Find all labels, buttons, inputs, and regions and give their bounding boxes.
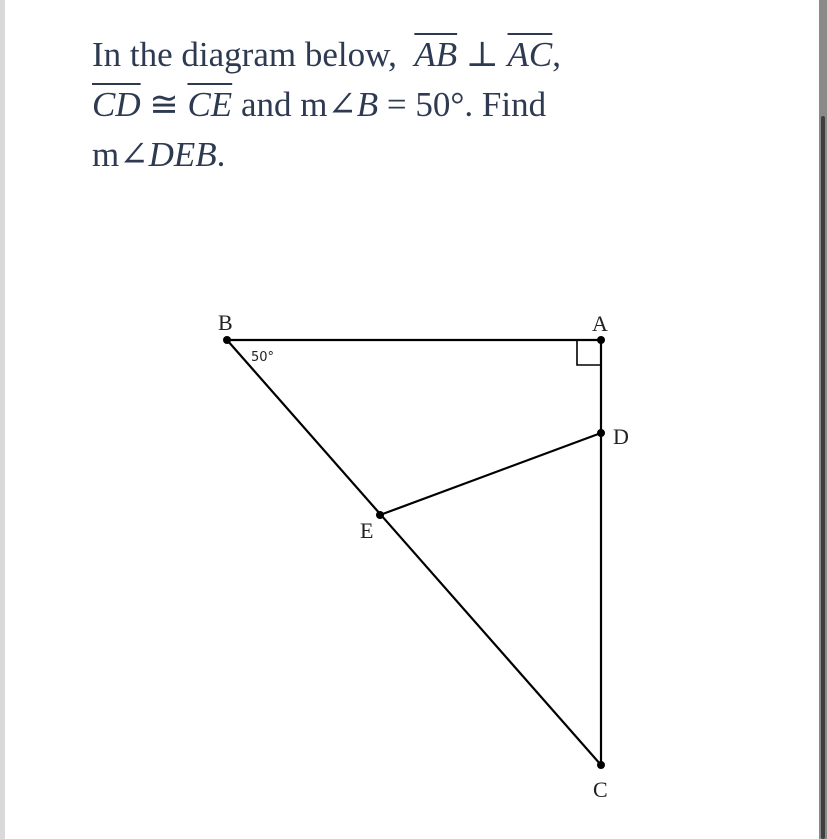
segment-ac: $\overline{AC}$	[507, 35, 553, 74]
equals-fifty-find: = 50°. Find	[378, 85, 547, 124]
angle-b-label: 50°	[251, 350, 275, 365]
point-c-dot	[597, 761, 605, 769]
perpendicular-symbol: ⊥	[465, 35, 499, 74]
right-angle-marker	[577, 340, 601, 365]
segment-ce: $\overline{CE}$	[187, 85, 233, 124]
segment-bc-line	[227, 340, 601, 765]
label-b: B	[218, 310, 233, 335]
segment-ab: $\overline{AB}$	[414, 35, 458, 74]
label-e: E	[360, 518, 374, 543]
point-a-dot	[597, 336, 605, 344]
problem-intro: In the diagram below,	[92, 35, 397, 74]
point-e-dot	[376, 511, 384, 519]
segment-de-line	[380, 433, 601, 515]
angle-b-name: B	[356, 85, 379, 124]
and-angle-text: and m∠	[240, 85, 357, 124]
segment-cd: $\overline{CD}$	[92, 85, 141, 124]
comma: ,	[552, 35, 562, 74]
label-a: A	[592, 311, 608, 336]
point-b-dot	[223, 336, 231, 344]
final-period: .	[216, 135, 226, 174]
label-d: D	[613, 424, 629, 449]
label-c: C	[593, 777, 608, 802]
congruent-symbol: ≅	[149, 85, 179, 124]
find-measure-prefix: m∠	[92, 135, 149, 174]
target-angle-name: DEB	[148, 135, 217, 174]
point-d-dot	[597, 429, 605, 437]
